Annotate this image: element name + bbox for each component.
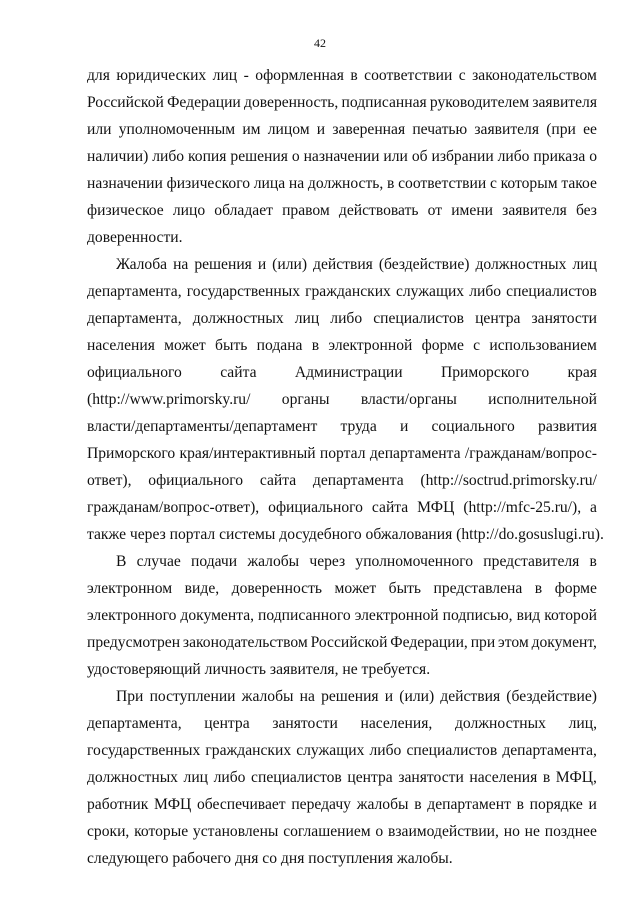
paragraph — [87, 683, 597, 872]
text-line: должностных лиц либо специалистов центра занятости населения в МФЦ, — [87, 769, 597, 786]
text-line: В случае подачи жалобы через уполномоченного представителя в — [116, 553, 597, 570]
text-line: физическое лицо обладает правом действовать от имени заявителя без — [87, 202, 597, 219]
page-number: 42 — [314, 36, 326, 50]
text-line: населения может быть подана в электронной форме с использованием — [87, 337, 597, 354]
text-line: Российской Федерации доверенность, подписанная руководителем заявителя — [87, 94, 597, 111]
text-line: (http://www.primorsky.ru/ органы власти/органы исполнительной — [87, 391, 597, 408]
paragraph — [87, 251, 604, 548]
text-line: Приморского края/интерактивный портал департамента /гражданам/вопрос- — [87, 445, 597, 462]
text-line: или уполномоченным им лицом и заверенная печатью заявителя (при ее — [87, 121, 597, 138]
text-line: власти/департаменты/департамент труда и социального развития — [87, 418, 597, 435]
text-line: департамента, государственных гражданских служащих либо специалистов — [87, 283, 597, 300]
text-line: департамента, должностных лиц либо специалистов центра занятости — [87, 310, 597, 327]
text-line: официального сайта Администрации Приморского края — [87, 364, 597, 381]
text-line: наличии) либо копия решения о назначении или об избрании либо приказа о — [87, 148, 597, 165]
text-line: доверенности. — [87, 229, 183, 246]
text-line: работник МФЦ обеспечивает передачу жалобы в департамент в порядке и — [87, 796, 597, 813]
text-line: департамента, центра занятости населения, должностных лиц, — [87, 715, 597, 732]
text-line: ответ), официального сайта департамента (http://soctrud.primorsky.ru/ — [87, 472, 597, 489]
text-line: Жалоба на решения и (или) действия (бездействие) должностных лиц — [116, 256, 597, 273]
text-line: государственных гражданских служащих либо специалистов департамента, — [87, 742, 597, 759]
text-line: При поступлении жалобы на решения и (или) действия (бездействие) — [116, 688, 597, 705]
text-line: электронного документа, подписанного электронной подписью, вид которой — [87, 607, 597, 624]
text-line: также через портал системы досудебного обжалования (http://do.gosuslugi.ru). — [87, 526, 604, 543]
paragraph — [87, 548, 597, 683]
text-line: следующего рабочего дня со дня поступления жалобы. — [87, 850, 453, 867]
text-line: гражданам/вопрос-ответ), официального сайта МФЦ (http://mfc-25.ru/), а — [87, 499, 597, 516]
text-line: электронном виде, доверенность может быть представлена в форме — [87, 580, 597, 597]
text-line: назначении физического лица на должность, в соответствии с которым такое — [87, 175, 597, 192]
text-line: сроки, которые установлены соглашением о взаимодействии, но не позднее — [87, 823, 597, 840]
paragraph — [87, 62, 597, 251]
text-line: удостоверяющий личность заявителя, не требуется. — [87, 661, 431, 678]
document-body — [87, 62, 604, 872]
text-line: для юридических лиц - оформленная в соответствии с законодательством — [87, 67, 597, 84]
text-line: предусмотрен законодательством Российской Федерации, при этом документ, — [87, 634, 597, 651]
